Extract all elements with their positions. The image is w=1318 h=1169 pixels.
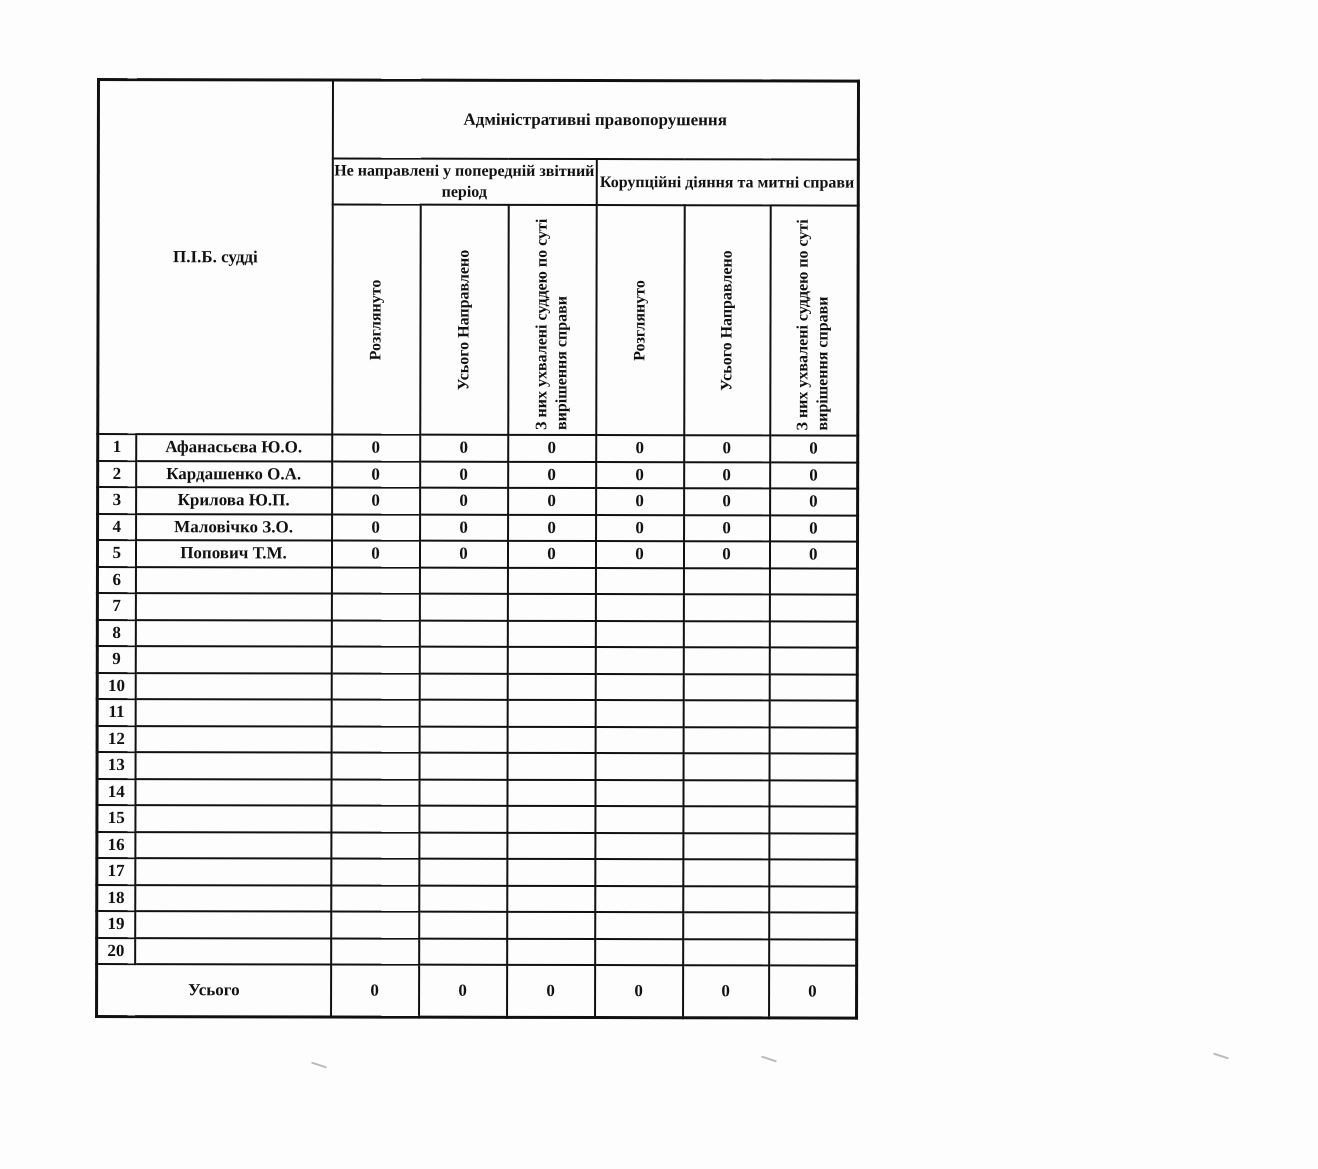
- value-cell: 0: [508, 488, 596, 515]
- group-corruption-header: [596, 159, 858, 206]
- value-cell: [769, 859, 857, 886]
- judge-name: [135, 805, 331, 832]
- value-cell: [419, 938, 507, 965]
- value-cell: [769, 886, 857, 913]
- value-cell: [595, 780, 683, 807]
- table-row: [98, 461, 858, 489]
- value-cell: [769, 621, 857, 648]
- report-sheet: [95, 78, 857, 1020]
- value-cell: [419, 912, 507, 939]
- row-number: 19: [97, 911, 135, 938]
- value-cell: 0: [332, 487, 420, 514]
- value-cell: [507, 885, 595, 912]
- table-row: [97, 673, 857, 701]
- value-cell: [419, 594, 507, 621]
- table-row: [97, 593, 857, 621]
- row-number: 8: [97, 620, 135, 647]
- scan-speck: [1213, 1053, 1229, 1060]
- value-cell: [683, 674, 769, 701]
- table-row: [97, 805, 857, 833]
- value-cell: [419, 620, 507, 647]
- value-cell: [769, 780, 857, 807]
- row-number: 4: [98, 514, 136, 541]
- value-cell: 0: [683, 541, 769, 568]
- value-cell: [331, 567, 419, 594]
- value-cell: 0: [684, 462, 770, 489]
- value-cell: [595, 568, 683, 595]
- table-row: [97, 620, 857, 648]
- value-cell: [419, 726, 507, 753]
- value-cell: [595, 700, 683, 727]
- table-row: [97, 938, 857, 966]
- value-cell: 0: [508, 461, 596, 488]
- value-cell: [595, 859, 683, 886]
- row-number: 13: [97, 752, 135, 779]
- value-cell: 0: [684, 488, 770, 515]
- value-cell: [595, 753, 683, 780]
- value-cell: [769, 727, 857, 754]
- judge-name: [135, 858, 331, 885]
- value-cell: [331, 726, 419, 753]
- col-decided-label-2: З них ухвалені суддею по суті вирішення справи: [794, 219, 832, 431]
- value-cell: [507, 806, 595, 833]
- value-cell: [419, 806, 507, 833]
- value-cell: 0: [596, 515, 684, 542]
- value-cell: 0: [332, 434, 420, 461]
- judge-name: [135, 620, 331, 647]
- table-row: [97, 779, 857, 807]
- value-cell: [769, 833, 857, 860]
- value-cell: 0: [420, 514, 508, 541]
- table-row: [97, 858, 857, 886]
- value-cell: [331, 911, 419, 938]
- row-number: 5: [97, 540, 135, 567]
- scan-speck: [311, 1062, 327, 1069]
- col-reviewed-label-1: Розглянуто: [366, 279, 385, 360]
- value-cell: 0: [769, 541, 857, 568]
- row-number: 9: [97, 646, 135, 673]
- value-cell: [769, 753, 857, 780]
- value-cell: [595, 912, 683, 939]
- row-number: 20: [97, 938, 135, 965]
- value-cell: [595, 806, 683, 833]
- value-cell: 0: [420, 461, 508, 488]
- value-cell: [419, 700, 507, 727]
- value-cell: [331, 832, 419, 859]
- value-cell: 0: [420, 488, 508, 515]
- judge-name: Маловічко З.О.: [136, 514, 332, 541]
- judge-name: Афанасьєва Ю.О.: [136, 434, 332, 461]
- total-cell: 0: [769, 965, 857, 1018]
- value-cell: [419, 885, 507, 912]
- row-number: 17: [97, 858, 135, 885]
- value-cell: [507, 647, 595, 674]
- value-cell: [419, 673, 507, 700]
- table-row: [97, 540, 857, 568]
- table-row: [97, 885, 857, 913]
- row-number: 6: [97, 567, 135, 594]
- col-total-sent-header-1: [420, 205, 508, 435]
- value-cell: [419, 779, 507, 806]
- value-cell: [331, 620, 419, 647]
- table-row: [97, 726, 857, 754]
- value-cell: [419, 753, 507, 780]
- value-cell: 0: [595, 541, 683, 568]
- value-cell: [331, 858, 419, 885]
- value-cell: [683, 939, 769, 966]
- col-reviewed-header-2: [596, 205, 684, 435]
- value-cell: 0: [684, 515, 770, 542]
- value-cell: 0: [596, 435, 684, 462]
- value-cell: [419, 647, 507, 674]
- table-row: [97, 646, 857, 674]
- value-cell: [331, 699, 419, 726]
- judge-name: Попович Т.М.: [135, 540, 331, 567]
- value-cell: 0: [684, 435, 770, 462]
- value-cell: 0: [770, 515, 858, 542]
- table-row: [98, 434, 858, 462]
- judge-name: Кардашенко О.А.: [136, 461, 332, 488]
- group-not-sent-header: [332, 158, 596, 205]
- value-cell: [331, 752, 419, 779]
- value-cell: 0: [596, 488, 684, 515]
- value-cell: 0: [770, 462, 858, 489]
- row-number: 2: [98, 461, 136, 488]
- row-number: 7: [97, 593, 135, 620]
- value-cell: 0: [507, 541, 595, 568]
- value-cell: [683, 727, 769, 754]
- judge-name: [135, 646, 331, 673]
- value-cell: [507, 700, 595, 727]
- table-row: [97, 699, 857, 727]
- table-row: [98, 514, 858, 542]
- value-cell: [769, 647, 857, 674]
- value-cell: [507, 832, 595, 859]
- row-number: 14: [97, 779, 135, 806]
- value-cell: [595, 833, 683, 860]
- value-cell: [331, 938, 419, 965]
- judges-rows: [97, 434, 858, 966]
- value-cell: [595, 647, 683, 674]
- judge-name: [135, 832, 331, 859]
- row-number: 18: [97, 885, 135, 912]
- total-cell: 0: [507, 965, 595, 1018]
- judge-name: [135, 726, 331, 753]
- value-cell: [595, 674, 683, 701]
- value-cell: [331, 779, 419, 806]
- value-cell: 0: [332, 461, 420, 488]
- value-cell: [683, 833, 769, 860]
- table-row: [97, 752, 857, 780]
- total-label: Усього: [97, 964, 331, 1017]
- judge-name: Крилова Ю.П.: [136, 487, 332, 514]
- value-cell: [595, 886, 683, 913]
- table-row: [97, 911, 857, 939]
- judge-name: [135, 673, 331, 700]
- judge-name: [135, 752, 331, 779]
- col-decided-label-1: З них ухвалені суддею по суті вирішення справи: [532, 218, 571, 430]
- value-cell: 0: [420, 435, 508, 462]
- value-cell: [769, 912, 857, 939]
- value-cell: 0: [331, 540, 419, 567]
- value-cell: [769, 674, 857, 701]
- value-cell: [595, 727, 683, 754]
- table-row: [98, 487, 858, 515]
- row-number: 15: [97, 805, 135, 832]
- value-cell: [683, 753, 769, 780]
- value-cell: [331, 805, 419, 832]
- value-cell: [683, 806, 769, 833]
- value-cell: [507, 567, 595, 594]
- value-cell: [683, 859, 769, 886]
- value-cell: [507, 859, 595, 886]
- total-cell: 0: [595, 965, 683, 1018]
- value-cell: [595, 594, 683, 621]
- col-total-sent-header-2: [684, 205, 770, 435]
- col-decided-header-2: [770, 205, 859, 435]
- value-cell: [683, 912, 769, 939]
- value-cell: 0: [508, 435, 596, 462]
- judge-name: [135, 567, 331, 594]
- row-number: 1: [98, 434, 136, 461]
- value-cell: [683, 647, 769, 674]
- judges-report-table: [95, 78, 860, 1020]
- judge-name-header: П.І.Б. судді: [98, 80, 333, 435]
- value-cell: [769, 700, 857, 727]
- col-total-sent-label-2: Усього Направлено: [717, 250, 736, 391]
- value-cell: [331, 673, 419, 700]
- value-cell: [331, 646, 419, 673]
- value-cell: 0: [332, 514, 420, 541]
- col-reviewed-label-2: Розглянуто: [630, 279, 649, 361]
- scan-speck: [761, 1056, 777, 1063]
- value-cell: [683, 568, 769, 595]
- value-cell: 0: [770, 435, 858, 462]
- value-cell: 0: [419, 541, 507, 568]
- value-cell: 0: [508, 514, 596, 541]
- group-corruption-label: Корупційні діяння та митні справи: [599, 173, 855, 192]
- value-cell: [507, 753, 595, 780]
- col-decided-header-1: [508, 205, 596, 435]
- value-cell: [507, 673, 595, 700]
- value-cell: [331, 593, 419, 620]
- value-cell: [595, 621, 683, 648]
- row-number: 12: [97, 726, 135, 753]
- value-cell: [507, 779, 595, 806]
- row-number: 3: [98, 487, 136, 514]
- value-cell: [507, 726, 595, 753]
- value-cell: [507, 912, 595, 939]
- value-cell: 0: [770, 488, 858, 515]
- judge-name: [135, 699, 331, 726]
- value-cell: [769, 939, 857, 966]
- total-cell: 0: [331, 964, 419, 1017]
- judge-name: [135, 938, 331, 965]
- total-row: [97, 964, 857, 1018]
- value-cell: [683, 594, 769, 621]
- admin-offences-header: Адміністративні правопорушення: [332, 80, 858, 160]
- value-cell: [419, 832, 507, 859]
- judge-name: [135, 885, 331, 912]
- value-cell: [507, 594, 595, 621]
- value-cell: [683, 621, 769, 648]
- value-cell: [769, 568, 857, 595]
- value-cell: [507, 620, 595, 647]
- group-not-sent-label: Не направлені у попередній звітний період: [334, 162, 595, 201]
- col-reviewed-header-1: [332, 204, 420, 434]
- value-cell: [507, 938, 595, 965]
- table-row: [97, 567, 857, 595]
- value-cell: [331, 885, 419, 912]
- value-cell: [683, 886, 769, 913]
- judge-name: [135, 779, 331, 806]
- value-cell: [769, 594, 857, 621]
- judge-name: [135, 911, 331, 938]
- value-cell: [419, 859, 507, 886]
- col-total-sent-label-1: Усього Направлено: [454, 249, 473, 391]
- row-number: 10: [97, 673, 135, 700]
- total-cell: 0: [419, 965, 507, 1018]
- table-row: [97, 832, 857, 860]
- value-cell: [683, 700, 769, 727]
- value-cell: [595, 939, 683, 966]
- value-cell: [769, 806, 857, 833]
- value-cell: 0: [596, 462, 684, 489]
- judge-name: [135, 593, 331, 620]
- value-cell: [683, 780, 769, 807]
- total-cell: 0: [683, 965, 769, 1018]
- row-number: 16: [97, 832, 135, 859]
- row-number: 11: [97, 699, 135, 726]
- value-cell: [419, 567, 507, 594]
